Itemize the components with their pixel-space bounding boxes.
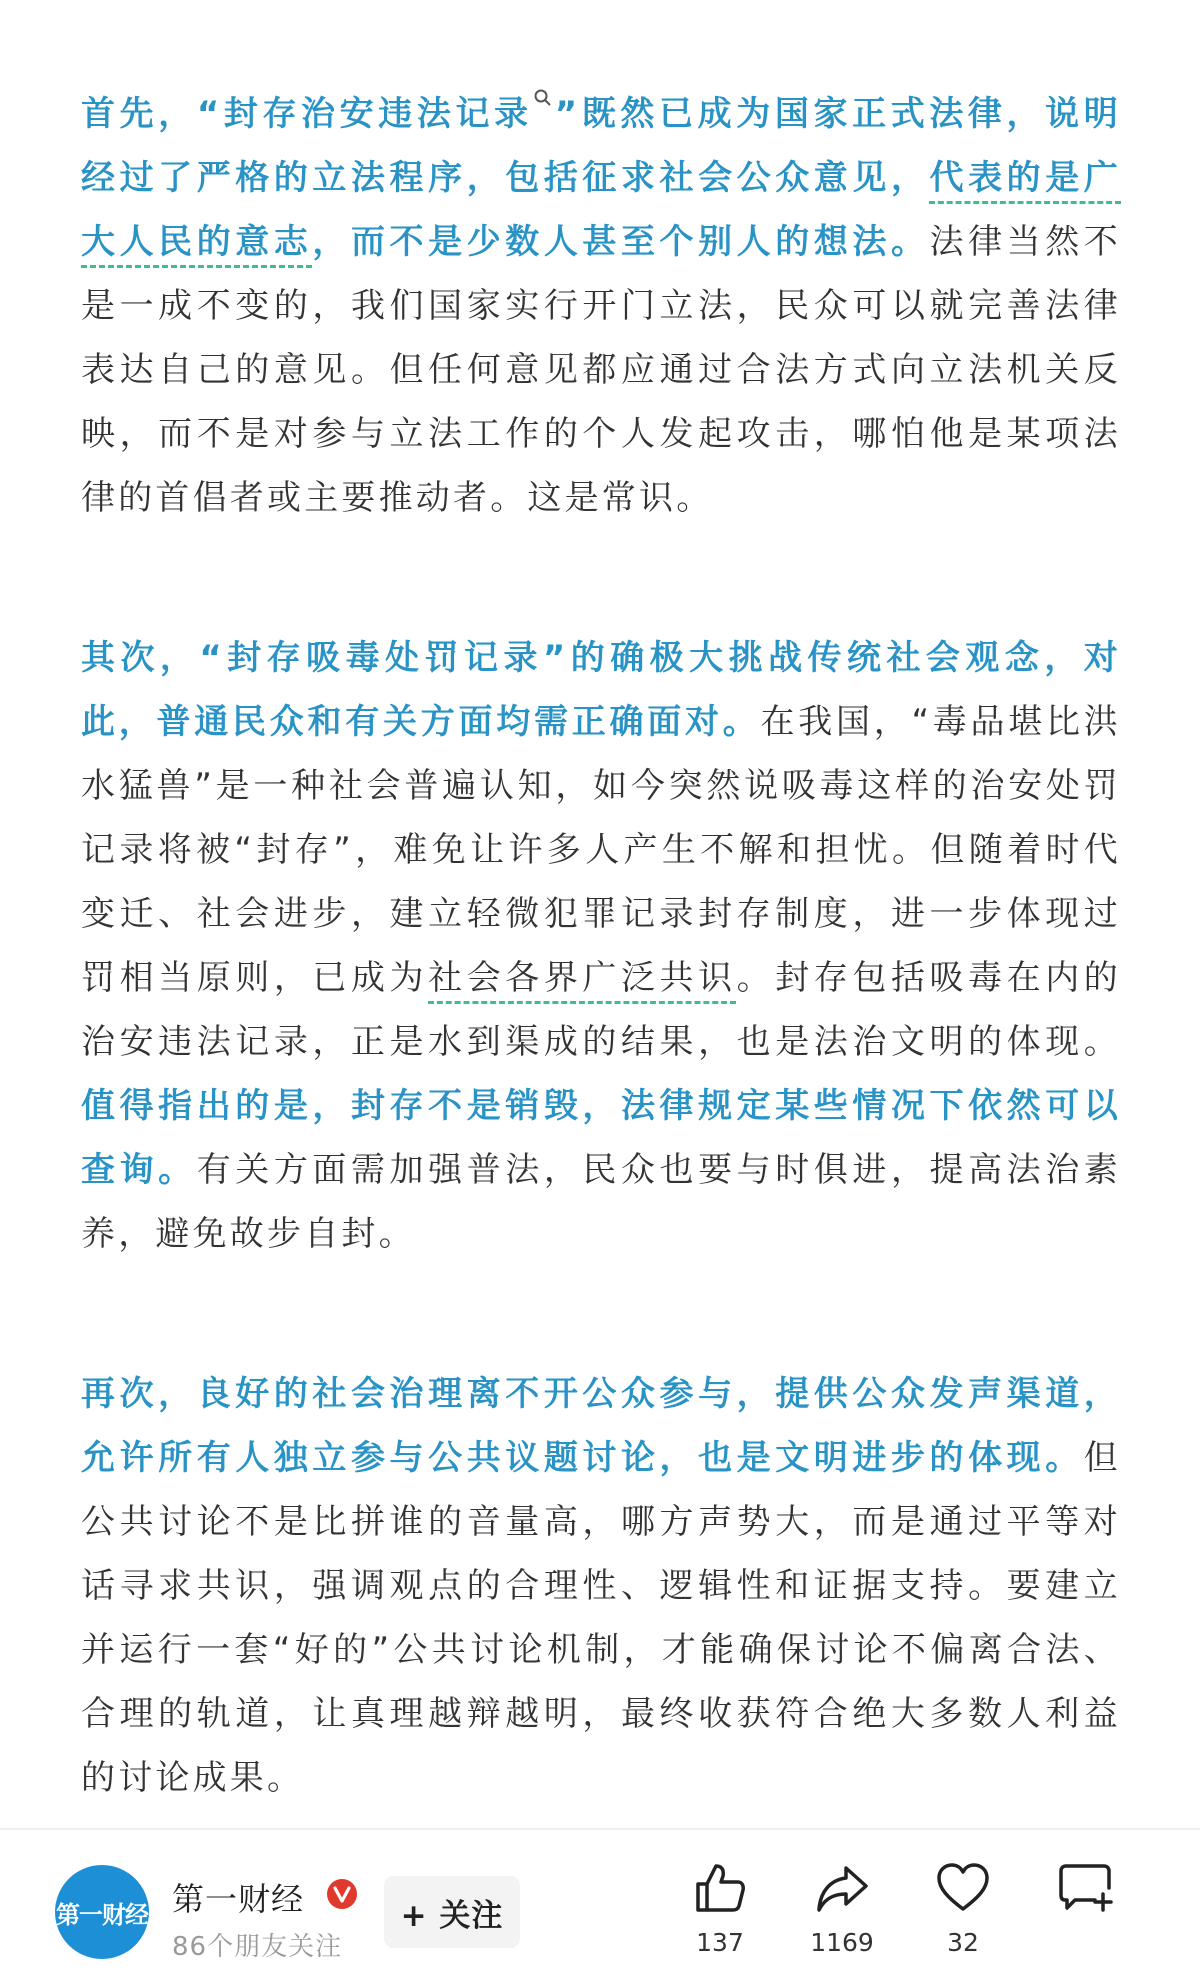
heart-icon — [935, 1860, 991, 1916]
body-text: 。封存包括吸毒在内的治安违法记录，正是水到渠成的结果，也是法治文明的体现。 — [81, 958, 1121, 1062]
paragraph-2 — [81, 626, 1121, 1266]
highlight-text: ”既然已成为国家正式法律，说明经过了严格的立法程序，包括征求社会公众意见， — [81, 94, 1121, 198]
paragraph-3 — [81, 1362, 1121, 1810]
favorite-count: 32 — [947, 1928, 979, 1957]
comment-add-icon — [1057, 1860, 1113, 1916]
comment-button[interactable] — [1030, 1860, 1140, 1916]
body-text: 在我国，“毒品堪比洪水猛兽”是一种社会普遍认知，如今突然说吸毒这样的治安处罚记录将被“封存”，难免让许多人产生不解和担忧。但随着时代变迁、社会进步，建立轻微犯罪记录封存制度，进一步体现过罚相当原则，已成为 — [81, 702, 1121, 998]
keyword-link[interactable]: 社会各界广泛共识 — [428, 958, 737, 998]
search-icon[interactable] — [533, 88, 553, 108]
highlight-text: 首先，“封存治安违法记录 — [81, 94, 533, 134]
share-button[interactable] — [787, 1860, 897, 1957]
highlight-text: 其次，“封存吸毒处罚记录”的确极大挑战传统社会观念，对此，普通民众和有关方面均需正确面对。 — [81, 638, 1121, 742]
highlight-text: 值得指出的是，封存不是销毁，法律规定某些情况下依然可以查询。 — [81, 1086, 1121, 1190]
verified-badge-icon — [326, 1878, 358, 1910]
highlight-text: ，而不是少数人甚至个别人的想法。 — [312, 222, 930, 262]
thumbs-up-icon — [692, 1860, 748, 1916]
account-name[interactable]: 第一财经 — [172, 1880, 305, 1918]
article-body — [81, 82, 1121, 1810]
follow-button[interactable]: + 关注 — [384, 1876, 520, 1948]
share-count: 1169 — [810, 1928, 874, 1957]
highlight-text: 再次，良好的社会治理离不开公众参与，提供公众发声渠道，允许所有人独立参与公共议题讨论，也是文明进步的体现。 — [81, 1374, 1121, 1478]
follower-count: 86个朋友关注 — [172, 1932, 343, 1962]
paragraph-1 — [81, 82, 1121, 530]
like-button[interactable] — [665, 1860, 775, 1957]
body-text: 有关方面需加强普法，民众也要与时俱进，提高法治素养，避免故步自封。 — [81, 1150, 1121, 1254]
logo-text: 第一财经 — [56, 1900, 148, 1929]
like-count: 137 — [696, 1928, 744, 1957]
account-avatar[interactable] — [55, 1865, 149, 1959]
body-text: 但公共讨论不是比拼谁的音量高，哪方声势大，而是通过平等对话寻求共识，强调观点的合理性、逻辑性和证据支持。要建立并运行一套“好的”公共讨论机制，才能确保讨论不偏离合法、合理的轨道，让真理越辩越明，最终收获符合绝大多数人利益的讨论成果。 — [81, 1438, 1121, 1798]
body-text: 法律当然不是一成不变的，我们国家实行开门立法，民众可以就完善法律表达自己的意见。但任何意见都应通过合法方式向立法机关反映，而不是对参与立法工作的个人发起攻击，哪怕他是某项法律的首倡者或主要推动者。这是常识。 — [81, 222, 1122, 518]
keyword-link[interactable]: 代表的是广大人民的意志 — [81, 158, 1122, 262]
bottom-action-bar — [0, 1828, 1200, 1982]
favorite-button[interactable] — [908, 1860, 1018, 1957]
share-icon — [814, 1860, 870, 1916]
